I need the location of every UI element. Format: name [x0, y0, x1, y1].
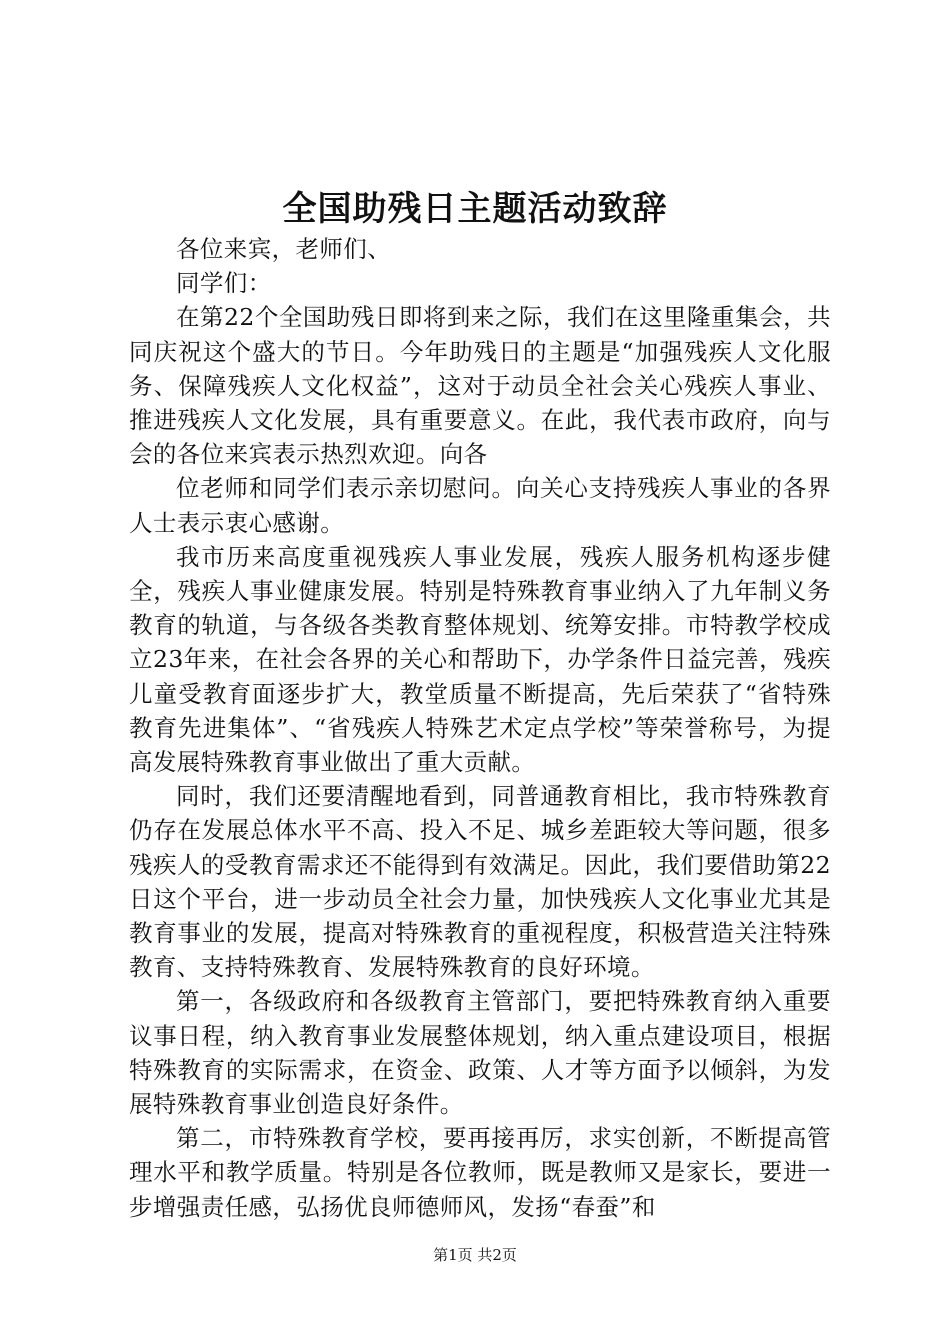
salutation-line-2: 同学们： [176, 269, 272, 298]
body-paragraph: 我市历来高度重视残疾人事业发展，残疾人服务机构逐步健全，残疾人事业健康发展。特别是特殊教育事业纳入了九年制义务教育的轨道，与各级各类教育整体规划、统筹安排。市特教学校成立23年来，在社会各界的关心和帮助下，办学条件日益完善，残疾儿童受教育面逐步扩大，教堂质量不断提高，先后荣获了“省特殊教育先进集体”、“省残疾人特殊艺术定点学校”等荣誉称号，为提高发展特殊教育事业做出了重大贡献。 [129, 542, 831, 777]
salutation-line-1: 各位来宾，老师们、 [176, 235, 392, 263]
body-paragraph: 同时，我们还要清醒地看到，同普通教育相比，我市特殊教育仍存在发展总体水平不高、投入不足、城乡差距较大等问题，很多残疾人的受教育需求还不能得到有效满足。因此，我们要借助第22日这个平台，进一步动员全社会力量，加快残疾人文化事业尤其是教育事业的发展，提高对特殊教育的重视程度，积极营造关注特殊教育、支持特殊教育、发展特殊教育的良好环境。 [129, 782, 831, 982]
document-title: 全国助残日主题活动致辞 [282, 189, 668, 229]
body-paragraph: 第一，各级政府和各级教育主管部门，要把特殊教育纳入重要议事日程，纳入教育事业发展整体规划，纳入重点建设项目，根据特殊教育的实际需求，在资金、政策、人才等方面予以倾斜，为发展特殊教育事业创造良好条件。 [129, 987, 831, 1119]
body-paragraph: 位老师和同学们表示亲切慰问。向关心支持残疾人事业的各界人士表示衷心感谢。 [129, 474, 831, 537]
document-body [129, 232, 831, 1224]
body-paragraph: 在第22个全国助残日即将到来之际，我们在这里隆重集会，共同庆祝这个盛大的节日。今年助残日的主题是“加强残疾人文化服务、保障残疾人文化权益”，这对于动员全社会关心残疾人事业、推进残疾人文化发展，具有重要意义。在此，我代表市政府，向与会的各位来宾表示热烈欢迎。向各 [129, 303, 831, 469]
page-number-footer: 第1页 共2页 [433, 1246, 517, 1264]
body-paragraph: 第二，市特殊教育学校，要再接再厉，求实创新，不断提高管理水平和教学质量。特别是各位教师，既是教师又是家长，要进一步增强责任感，弘扬优良师德师风，发扬“春蚕”和 [129, 1124, 831, 1221]
